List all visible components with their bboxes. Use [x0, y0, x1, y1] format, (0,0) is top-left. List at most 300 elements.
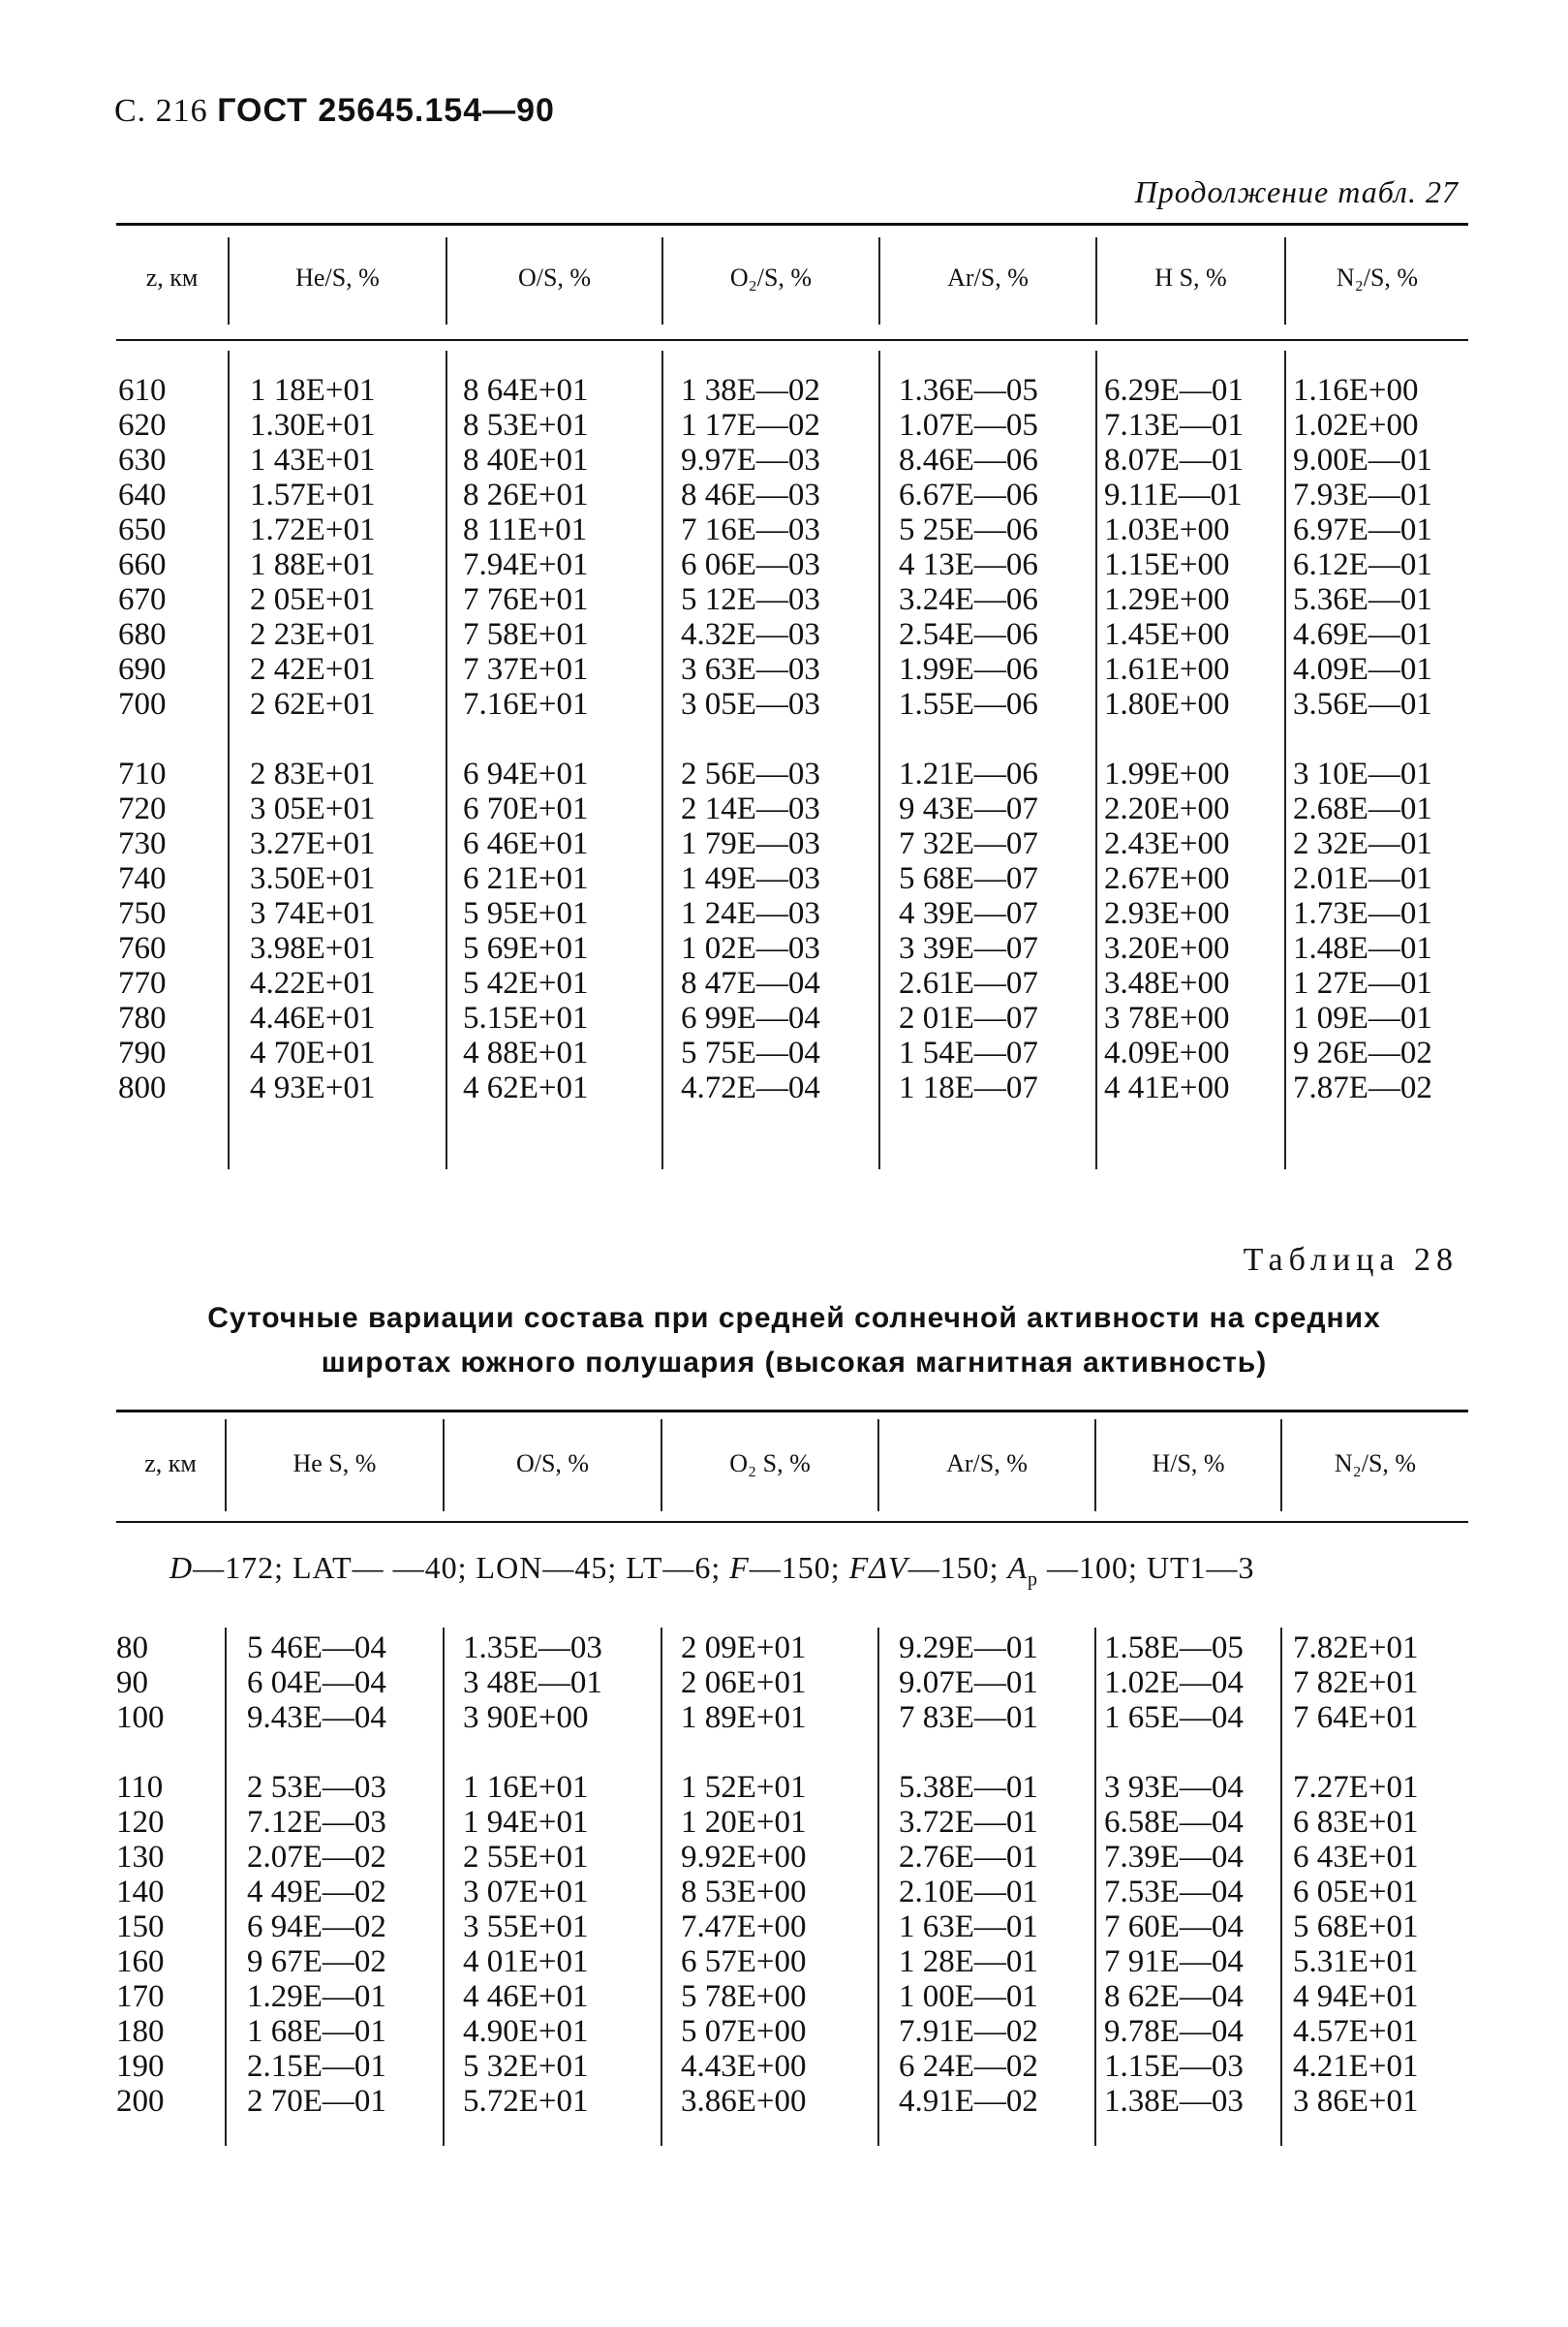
table-cell: 5 42E+01	[463, 966, 589, 1001]
table-cell: 9 26E—02	[1293, 1036, 1432, 1070]
table-cell: 1.02E+00	[1293, 408, 1419, 443]
table-cell: 8.07E—01	[1104, 443, 1244, 478]
table-cell: 1 54E—07	[899, 1036, 1038, 1070]
table27-header-h: H S, %	[1154, 264, 1227, 292]
table-cell: 7.16E+01	[463, 687, 589, 722]
table-cell: 660	[118, 547, 167, 582]
table28-column-o	[463, 1630, 602, 2119]
table-cell: 9.43E—04	[247, 1700, 386, 1735]
table-cell: 2.20E+00	[1104, 791, 1230, 826]
table-cell: 7 76E+01	[463, 582, 589, 617]
table27-column-divider	[1284, 351, 1286, 1169]
table28-header-o: O/S, %	[515, 1449, 590, 1477]
table-cell: 2.93E+00	[1104, 896, 1230, 931]
table-cell: 4.09E+00	[1104, 1036, 1230, 1070]
table-cell: 2.07E—02	[247, 1840, 386, 1875]
table-cell: 1.61E+00	[1104, 652, 1230, 687]
table27-header-ar: Ar/S, %	[947, 264, 1029, 292]
table-spacer	[681, 722, 820, 757]
table-cell: 1 38E—02	[681, 373, 820, 408]
table-cell: 780	[118, 1001, 167, 1036]
table-cell: 1.38E—03	[1104, 2084, 1244, 2119]
param-f: —150;	[749, 1550, 841, 1585]
table-cell: 700	[118, 687, 167, 722]
table-spacer	[118, 722, 167, 757]
table-cell: 8 53E+00	[681, 1875, 807, 1909]
table27-column-o2	[681, 373, 820, 1105]
table27-column-h	[1104, 373, 1244, 1105]
table-cell: 3 10E—01	[1293, 757, 1432, 791]
table-cell: 1.15E—03	[1104, 2049, 1244, 2084]
table28-column-divider	[225, 1628, 227, 2146]
table-cell: 4.46E+01	[250, 1001, 376, 1036]
table28-number: Таблица 28	[1243, 1242, 1459, 1278]
table-cell: 1 28E—01	[899, 1944, 1038, 1979]
table-cell: 4.72E—04	[681, 1070, 820, 1105]
table-cell: 200	[116, 2084, 165, 2119]
table-cell: 2 14E—03	[681, 791, 820, 826]
table-cell: 7.13E—01	[1104, 408, 1244, 443]
table-cell: 3.86E+00	[681, 2084, 807, 2119]
table-cell: 790	[118, 1036, 167, 1070]
table-cell: 2.61E—07	[899, 966, 1038, 1001]
table-cell: 8 62E—04	[1104, 1979, 1244, 2014]
table-cell: 7.47E+00	[681, 1909, 807, 1944]
table-cell: 3 78E+00	[1104, 1001, 1230, 1036]
table-cell: 4 01E+01	[463, 1944, 589, 1979]
table-spacer	[116, 1735, 165, 1770]
table-cell: 8 64E+01	[463, 373, 589, 408]
table28-column-ar	[899, 1630, 1038, 2119]
table-cell: 1.29E+00	[1104, 582, 1230, 617]
table-cell: 160	[116, 1944, 165, 1979]
table-cell: 5 75E—04	[681, 1036, 820, 1070]
table-cell: 7.53E—04	[1104, 1875, 1244, 1909]
table-cell: 1.73E—01	[1293, 896, 1432, 931]
table-cell: 6 04E—04	[247, 1665, 386, 1700]
table28-title-line: широтах южного полушария (высокая магнитная активность)	[321, 1347, 1268, 1379]
table-cell: 9.92E+00	[681, 1840, 807, 1875]
table-cell: 3.50E+01	[250, 861, 376, 896]
standard-code: ГОСТ 25645.154—90	[217, 92, 555, 129]
param-d: —172; LAT— —40; LON—45; LT—6;	[193, 1550, 722, 1585]
table-cell: 2 70E—01	[247, 2084, 386, 2119]
table-cell: 170	[116, 1979, 165, 2014]
table-cell: 7 16E—03	[681, 512, 820, 547]
table-cell: 3.24E—06	[899, 582, 1038, 617]
table-cell: 1.99E+00	[1104, 757, 1230, 791]
table-cell: 8 53E+01	[463, 408, 589, 443]
table-cell: 2 62E+01	[250, 687, 376, 722]
table-cell: 6 99E—04	[681, 1001, 820, 1036]
table-cell: 2 56E—03	[681, 757, 820, 791]
table-cell: 7.87E—02	[1293, 1070, 1432, 1105]
table-cell: 7 60E—04	[1104, 1909, 1244, 1944]
table-cell: 680	[118, 617, 167, 652]
table-cell: 3 05E—03	[681, 687, 820, 722]
table-cell: 7 58E+01	[463, 617, 589, 652]
table-cell: 6 24E—02	[899, 2049, 1038, 2084]
table-cell: 1.72E+01	[250, 512, 376, 547]
table-cell: 1 49E—03	[681, 861, 820, 896]
table28-column-n2	[1293, 1630, 1419, 2119]
table-cell: 4.21E+01	[1293, 2049, 1419, 2084]
table-cell: 1 79E—03	[681, 826, 820, 861]
table-cell: 4 41E+00	[1104, 1070, 1230, 1105]
table-cell: 750	[118, 896, 167, 931]
table28-parameters: D—172; LAT— —40; LON—45; LT—6; F—150; FΔV—150; $A_p$ —100; UT1—3	[169, 1550, 1255, 1591]
table-cell: 1.29E—01	[247, 1979, 386, 2014]
table-spacer	[1104, 1735, 1244, 1770]
table28-column-o2	[681, 1630, 807, 2119]
table-cell: 9.07E—01	[899, 1665, 1038, 1700]
table-cell: 5.31E+01	[1293, 1944, 1419, 1979]
table27-column-divider	[228, 351, 230, 1169]
table-cell: 180	[116, 2014, 165, 2049]
table-spacer	[1293, 722, 1432, 757]
table-cell: 1 27E—01	[1293, 966, 1432, 1001]
table-cell: 8.46E—06	[899, 443, 1038, 478]
table-cell: 2 05E+01	[250, 582, 376, 617]
table-spacer	[463, 1735, 602, 1770]
table28-column-divider	[1280, 1628, 1282, 2146]
table-cell: 1 09E—01	[1293, 1001, 1432, 1036]
table28-column-he	[247, 1630, 386, 2119]
table-cell: 3 90E+00	[463, 1700, 589, 1735]
table-cell: 760	[118, 931, 167, 966]
table-spacer	[899, 1735, 1038, 1770]
table-cell: 7.12E—03	[247, 1805, 386, 1840]
table-cell: 4.57E+01	[1293, 2014, 1419, 2049]
table-cell: 1 89E+01	[681, 1700, 807, 1735]
table28-header-he: He S, %	[292, 1449, 377, 1477]
table-cell: 3.20E+00	[1104, 931, 1230, 966]
table-cell: 800	[118, 1070, 167, 1105]
table-cell: 6 21E+01	[463, 861, 589, 896]
table-cell: 8 40E+01	[463, 443, 589, 478]
table-cell: 3 39E—07	[899, 931, 1038, 966]
table27-column-divider	[878, 351, 880, 1169]
table27-top-rule	[116, 223, 1468, 226]
table-cell: 6.97E—01	[1293, 512, 1432, 547]
table-cell: 1.16E+00	[1293, 373, 1419, 408]
table28-column-h	[1104, 1630, 1244, 2119]
table-cell: 90	[116, 1665, 148, 1700]
table-cell: 7.27E+01	[1293, 1770, 1419, 1805]
table-cell: 110	[116, 1770, 164, 1805]
table-cell: 6 94E—02	[247, 1909, 386, 1944]
table-cell: 130	[116, 1840, 165, 1875]
table28-column-divider	[661, 1628, 662, 2146]
table27-column-n2	[1293, 373, 1432, 1105]
table28-header-o2: O₂ S, %	[729, 1449, 811, 1477]
table-cell: 1 52E+01	[681, 1770, 807, 1805]
table-cell: 2 32E—01	[1293, 826, 1432, 861]
table-spacer	[899, 722, 1038, 757]
table-cell: 1 18E—07	[899, 1070, 1038, 1105]
table-cell: 1.58E—05	[1104, 1630, 1244, 1665]
table28-title	[136, 1296, 1453, 1385]
table-cell: 6.29E—01	[1104, 373, 1244, 408]
table-cell: 4 62E+01	[463, 1070, 589, 1105]
table27-header-o2: O₂/S, %	[729, 264, 813, 292]
table-cell: 3 93E—04	[1104, 1770, 1244, 1805]
table-cell: 6.58E—04	[1104, 1805, 1244, 1840]
table28-column-divider	[443, 1628, 445, 2146]
table-cell: 9 43E—07	[899, 791, 1038, 826]
table-cell: 150	[116, 1909, 165, 1944]
table-cell: 1.99E—06	[899, 652, 1038, 687]
table-cell: 1 20E+01	[681, 1805, 807, 1840]
table-cell: 8 26E+01	[463, 478, 589, 512]
table-cell: 2.76E—01	[899, 1840, 1038, 1875]
table-cell: 2 01E—07	[899, 1001, 1038, 1036]
table-cell: 1.48E—01	[1293, 931, 1432, 966]
table-cell: 5.15E+01	[463, 1001, 589, 1036]
table-cell: 4.69E—01	[1293, 617, 1432, 652]
table27-continuation-label: Продолжение табл. 27	[1134, 174, 1459, 209]
table-cell: 6.12E—01	[1293, 547, 1432, 582]
table28-column-divider	[1094, 1628, 1096, 2146]
table27-column-he	[250, 373, 376, 1105]
table-cell: 9.00E—01	[1293, 443, 1432, 478]
table28-title-line: Суточные вариации состава при средней солнечной активности на средних	[207, 1302, 1381, 1334]
table-cell: 3 07E+01	[463, 1875, 589, 1909]
table-cell: 1.55E—06	[899, 687, 1038, 722]
table-cell: 7 83E—01	[899, 1700, 1038, 1735]
table-cell: 4 70E+01	[250, 1036, 376, 1070]
table-cell: 5 12E—03	[681, 582, 820, 617]
table-cell: 6 06E—03	[681, 547, 820, 582]
table-cell: 5 95E+01	[463, 896, 589, 931]
param-fdv: —150;	[907, 1550, 999, 1585]
table-cell: 4 39E—07	[899, 896, 1038, 931]
table-cell: 1.35E—03	[463, 1630, 602, 1665]
table-cell: 2.10E—01	[899, 1875, 1038, 1909]
table-cell: 1.30E+01	[250, 408, 376, 443]
table-cell: 3.72E—01	[899, 1805, 1038, 1840]
table27-column-divider	[446, 351, 447, 1169]
table-cell: 670	[118, 582, 167, 617]
table-cell: 7 91E—04	[1104, 1944, 1244, 1979]
table-cell: 1 65E—04	[1104, 1700, 1244, 1735]
table27-header-o: O/S, %	[517, 264, 592, 292]
table-spacer	[681, 1735, 807, 1770]
table-spacer	[247, 1735, 386, 1770]
table-cell: 6 05E+01	[1293, 1875, 1419, 1909]
table-cell: 1.36E—05	[899, 373, 1038, 408]
table27-column-o	[463, 373, 589, 1105]
table-cell: 2 06E+01	[681, 1665, 807, 1700]
table-cell: 2 42E+01	[250, 652, 376, 687]
table-cell: 7 37E+01	[463, 652, 589, 687]
table-cell: 5 32E+01	[463, 2049, 589, 2084]
table28-header-rule	[116, 1521, 1468, 1523]
table-cell: 620	[118, 408, 167, 443]
table-cell: 1.03E+00	[1104, 512, 1230, 547]
table-cell: 7 32E—07	[899, 826, 1038, 861]
table-cell: 710	[118, 757, 167, 791]
table-cell: 7 82E+01	[1293, 1665, 1419, 1700]
table-cell: 5 68E—07	[899, 861, 1038, 896]
table-cell: 7.93E—01	[1293, 478, 1432, 512]
table28-header-ar: Ar/S, %	[946, 1449, 1028, 1477]
param-ap: —100; UT1—3	[1047, 1550, 1255, 1585]
page-header	[114, 92, 555, 130]
table-cell: 640	[118, 478, 167, 512]
table-cell: 1 43E+01	[250, 443, 376, 478]
table-spacer	[1104, 722, 1244, 757]
table-cell: 6 43E+01	[1293, 1840, 1419, 1875]
table-cell: 9.97E—03	[681, 443, 820, 478]
table-cell: 5 07E+00	[681, 2014, 807, 2049]
table-cell: 9 67E—02	[247, 1944, 386, 1979]
table-cell: 4.22E+01	[250, 966, 376, 1001]
table-cell: 3.56E—01	[1293, 687, 1432, 722]
table27-header-rule	[116, 339, 1468, 341]
table-cell: 2.54E—06	[899, 617, 1038, 652]
table-cell: 3 55E+01	[463, 1909, 589, 1944]
table-cell: 5 25E—06	[899, 512, 1038, 547]
table27-column-divider	[1095, 351, 1097, 1169]
table-cell: 1 18E+01	[250, 373, 376, 408]
table-cell: 1.45E+00	[1104, 617, 1230, 652]
table-cell: 2.01E—01	[1293, 861, 1432, 896]
table-cell: 4 94E+01	[1293, 1979, 1419, 2014]
table28-header-z: z, км	[144, 1449, 197, 1477]
table-cell: 1 88E+01	[250, 547, 376, 582]
table-cell: 4.43E+00	[681, 2049, 807, 2084]
table-cell: 120	[116, 1805, 165, 1840]
table-cell: 4 49E—02	[247, 1875, 386, 1909]
table-cell: 3.27E+01	[250, 826, 376, 861]
table-cell: 4 46E+01	[463, 1979, 589, 2014]
table27-header-z: z, км	[145, 264, 199, 292]
table-cell: 5 46E—04	[247, 1630, 386, 1665]
table28-column-z	[116, 1630, 165, 2119]
table-cell: 6 57E+00	[681, 1944, 807, 1979]
table-cell: 2.43E+00	[1104, 826, 1230, 861]
table-cell: 4.09E—01	[1293, 652, 1432, 687]
table-cell: 740	[118, 861, 167, 896]
table-spacer	[250, 722, 376, 757]
table-cell: 6.67E—06	[899, 478, 1038, 512]
table-cell: 1.15E+00	[1104, 547, 1230, 582]
table-cell: 5 68E+01	[1293, 1909, 1419, 1944]
table-cell: 730	[118, 826, 167, 861]
table-cell: 720	[118, 791, 167, 826]
table-cell: 80	[116, 1630, 148, 1665]
table28-top-rule	[116, 1410, 1468, 1412]
table-cell: 8 46E—03	[681, 478, 820, 512]
table-cell: 5.36E—01	[1293, 582, 1432, 617]
table-cell: 690	[118, 652, 167, 687]
table-cell: 9.29E—01	[899, 1630, 1038, 1665]
table-spacer	[1293, 1735, 1419, 1770]
table-cell: 8 47E—04	[681, 966, 820, 1001]
table-cell: 5 69E+01	[463, 931, 589, 966]
table-cell: 5.38E—01	[899, 1770, 1038, 1805]
table-cell: 100	[116, 1700, 165, 1735]
table-cell: 3 74E+01	[250, 896, 376, 931]
table27-column-z	[118, 373, 167, 1105]
table-cell: 6 70E+01	[463, 791, 589, 826]
table-cell: 1 17E—02	[681, 408, 820, 443]
table27-column-divider	[661, 351, 663, 1169]
table-cell: 1.07E—05	[899, 408, 1038, 443]
table-cell: 6 46E+01	[463, 826, 589, 861]
table28-column-divider	[877, 1628, 879, 2146]
table27-column-ar	[899, 373, 1038, 1105]
table28-header-n2: N₂/S, %	[1334, 1449, 1417, 1477]
table-cell: 2.68E—01	[1293, 791, 1432, 826]
table-cell: 2 23E+01	[250, 617, 376, 652]
table-spacer	[463, 722, 589, 757]
table-cell: 6 94E+01	[463, 757, 589, 791]
table-cell: 4 93E+01	[250, 1070, 376, 1105]
table-cell: 650	[118, 512, 167, 547]
table-cell: 1.57E+01	[250, 478, 376, 512]
table28-header-h: H/S, %	[1152, 1449, 1225, 1477]
table-cell: 1 63E—01	[899, 1909, 1038, 1944]
table-cell: 7.82E+01	[1293, 1630, 1419, 1665]
table-cell: 2 09E+01	[681, 1630, 807, 1665]
table-cell: 1 68E—01	[247, 2014, 386, 2049]
table-cell: 1.02E—04	[1104, 1665, 1244, 1700]
table-cell: 3.98E+01	[250, 931, 376, 966]
table-cell: 7.94E+01	[463, 547, 589, 582]
table-cell: 9.78E—04	[1104, 2014, 1244, 2049]
table-cell: 610	[118, 373, 167, 408]
table-cell: 770	[118, 966, 167, 1001]
table-cell: 4.91E—02	[899, 2084, 1038, 2119]
table-cell: 7.39E—04	[1104, 1840, 1244, 1875]
table-cell: 3 86E+01	[1293, 2084, 1419, 2119]
table-cell: 1 16E+01	[463, 1770, 589, 1805]
table-cell: 3 05E+01	[250, 791, 376, 826]
table-cell: 4.32E—03	[681, 617, 820, 652]
table-cell: 630	[118, 443, 167, 478]
table-cell: 2 55E+01	[463, 1840, 589, 1875]
table-cell: 3 63E—03	[681, 652, 820, 687]
table-cell: 1 02E—03	[681, 931, 820, 966]
table-cell: 1 00E—01	[899, 1979, 1038, 2014]
table-cell: 2 53E—03	[247, 1770, 386, 1805]
table27-header-he: He/S, %	[295, 264, 380, 292]
table27-header-n2: N₂/S, %	[1336, 264, 1419, 292]
table-cell: 6 83E+01	[1293, 1805, 1419, 1840]
table-cell: 5 78E+00	[681, 1979, 807, 2014]
table-cell: 2.67E+00	[1104, 861, 1230, 896]
table-cell: 7 64E+01	[1293, 1700, 1419, 1735]
table-cell: 1.21E—06	[899, 757, 1038, 791]
table-cell: 5.72E+01	[463, 2084, 589, 2119]
table-cell: 2.15E—01	[247, 2049, 386, 2084]
table-cell: 1.80E+00	[1104, 687, 1230, 722]
table-cell: 3.48E+00	[1104, 966, 1230, 1001]
table-cell: 4.90E+01	[463, 2014, 589, 2049]
table-cell: 1 94E+01	[463, 1805, 589, 1840]
table-cell: 3 48E—01	[463, 1665, 602, 1700]
table-cell: 140	[116, 1875, 165, 1909]
table-cell: 2 83E+01	[250, 757, 376, 791]
page-number: С. 216	[114, 93, 208, 129]
table-cell: 4 88E+01	[463, 1036, 589, 1070]
table-cell: 1 24E—03	[681, 896, 820, 931]
table-cell: 4 13E—06	[899, 547, 1038, 582]
table-cell: 8 11E+01	[463, 512, 588, 547]
table-cell: 7.91E—02	[899, 2014, 1038, 2049]
